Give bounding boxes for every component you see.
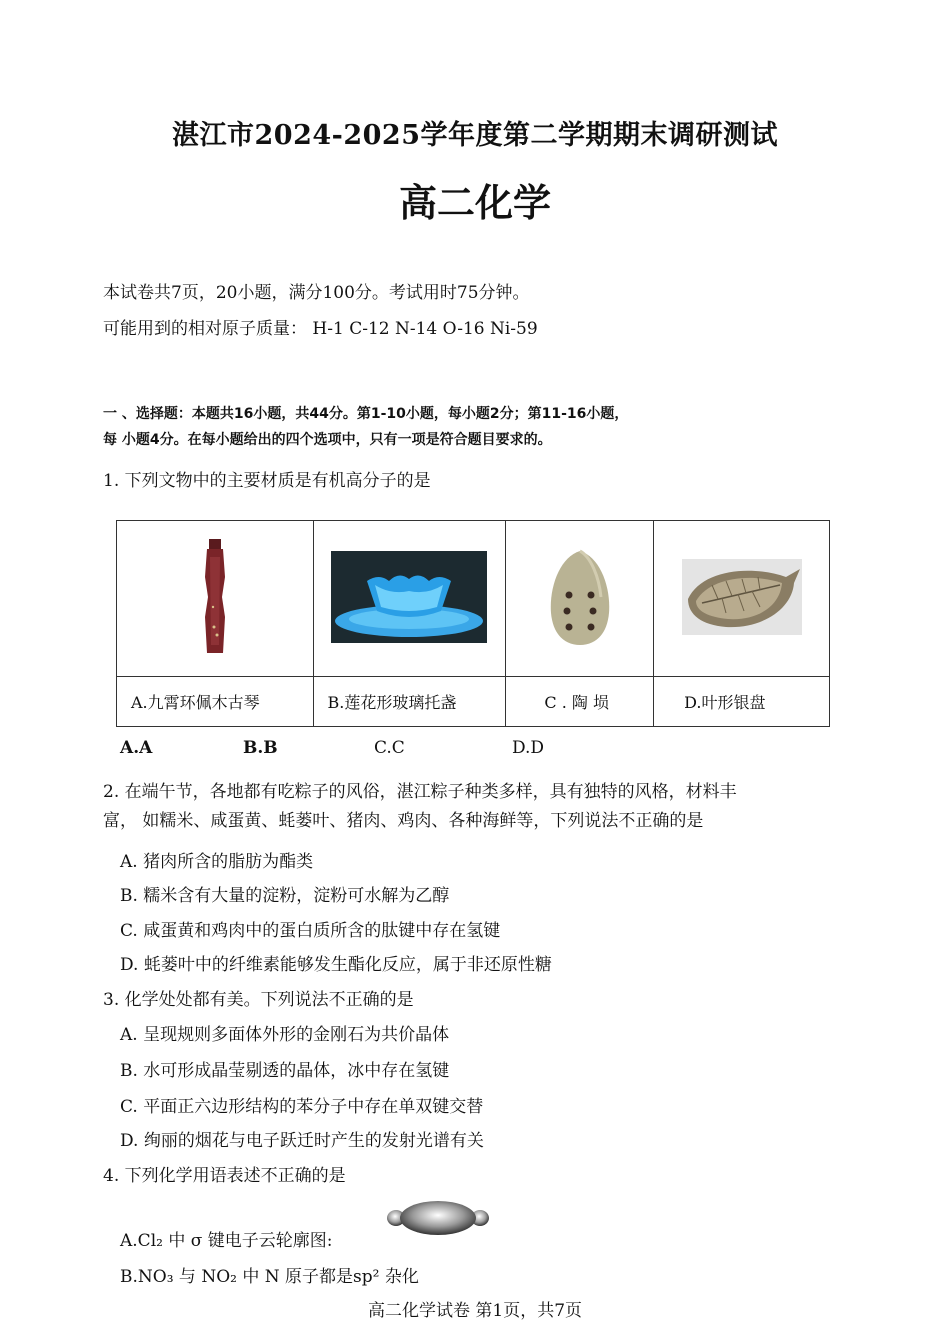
section-heading-line-1: 一 、选择题：本题共16小题，共44分。第1-10小题，每小题2分；第11-16小题， xyxy=(103,406,629,422)
guqin-image-cell xyxy=(117,521,314,677)
question-2-option-c: C. 咸蛋黄和鸡肉中的蛋白质所含的肽键中存在氢键 xyxy=(120,921,501,941)
intro-line-2: 可能用到的相对原子质量： H-1 C-12 N-14 O-16 Ni-59 xyxy=(103,319,538,339)
answer-option-a: A.A xyxy=(120,738,153,758)
exam-title: 湛江市2024-2025学年度第二学期期末调研测试 xyxy=(172,120,778,151)
question-1-image-table xyxy=(116,520,830,727)
xun-image xyxy=(545,547,615,647)
question-2-stem-line-1: 2. 在端午节，各地都有吃粽子的风俗，湛江粽子种类多样，具有独特的风格，材料丰 xyxy=(103,782,737,802)
answer-option-c: C.C xyxy=(374,738,405,758)
page-footer: 高二化学试卷 第1页，共7页 xyxy=(367,1301,583,1321)
question-2-option-b: B. 糯米含有大量的淀粉，淀粉可水解为乙醇 xyxy=(120,886,450,906)
question-4-option-a: A.Cl₂ 中 σ 键电子云轮廓图: xyxy=(120,1231,333,1251)
option-b-caption: B.莲花形玻璃托盏 xyxy=(313,677,506,727)
option-d-caption: D.叶形银盘 xyxy=(654,677,830,727)
glass-cup-image-cell xyxy=(313,521,506,677)
subject-title: 高二化学 xyxy=(398,181,551,225)
option-c-caption: C . 陶 埙 xyxy=(506,677,654,727)
question-2-option-a: A. 猪肉所含的脂肪为酯类 xyxy=(120,852,314,872)
sigma-bond-electron-cloud-icon xyxy=(386,1198,490,1238)
question-1-stem: 1. 下列文物中的主要材质是有机高分子的是 xyxy=(103,471,431,491)
question-4-stem: 4. 下列化学用语表述不正确的是 xyxy=(103,1166,346,1186)
question-4-option-b: B.NO₃ 与 NO₂ 中 N 原子都是sp² 杂化 xyxy=(120,1267,419,1287)
option-a-caption: A.九霄环佩木古琴 xyxy=(117,677,314,727)
question-3-option-a: A. 呈现规则多面体外形的金刚石为共价晶体 xyxy=(120,1025,450,1045)
silver-plate-image-cell xyxy=(654,521,830,677)
question-3-option-c: C. 平面正六边形结构的苯分子中存在单双键交替 xyxy=(120,1097,484,1117)
answer-option-d: D.D xyxy=(512,738,545,758)
question-3-stem: 3. 化学处处都有美。下列说法不正确的是 xyxy=(103,990,414,1010)
glass-cup-image xyxy=(331,551,487,643)
intro-line-1: 本试卷共7页，20小题，满分100分。考试用时75分钟。 xyxy=(103,283,530,303)
question-2-stem-line-2: 富， 如糯米、咸蛋黄、蚝蒌叶、猪肉、鸡肉、各种海鲜等，下列说法不正确的是 xyxy=(103,811,704,831)
answer-option-b: B.B xyxy=(243,738,278,758)
section-heading-line-2: 每 小题4分。在每小题给出的四个选项中，只有一项是符合题目要求的。 xyxy=(103,432,552,448)
guqin-image xyxy=(195,537,235,657)
silver-plate-image xyxy=(682,559,802,635)
question-3-option-b: B. 水可形成晶莹剔透的晶体，冰中存在氢键 xyxy=(120,1061,450,1081)
question-2-option-d: D. 蚝蒌叶中的纤维素能够发生酯化反应，属于非还原性糖 xyxy=(120,955,552,975)
question-3-option-d: D. 绚丽的烟花与电子跃迁时产生的发射光谱有关 xyxy=(120,1131,484,1151)
xun-image-cell xyxy=(506,521,654,677)
